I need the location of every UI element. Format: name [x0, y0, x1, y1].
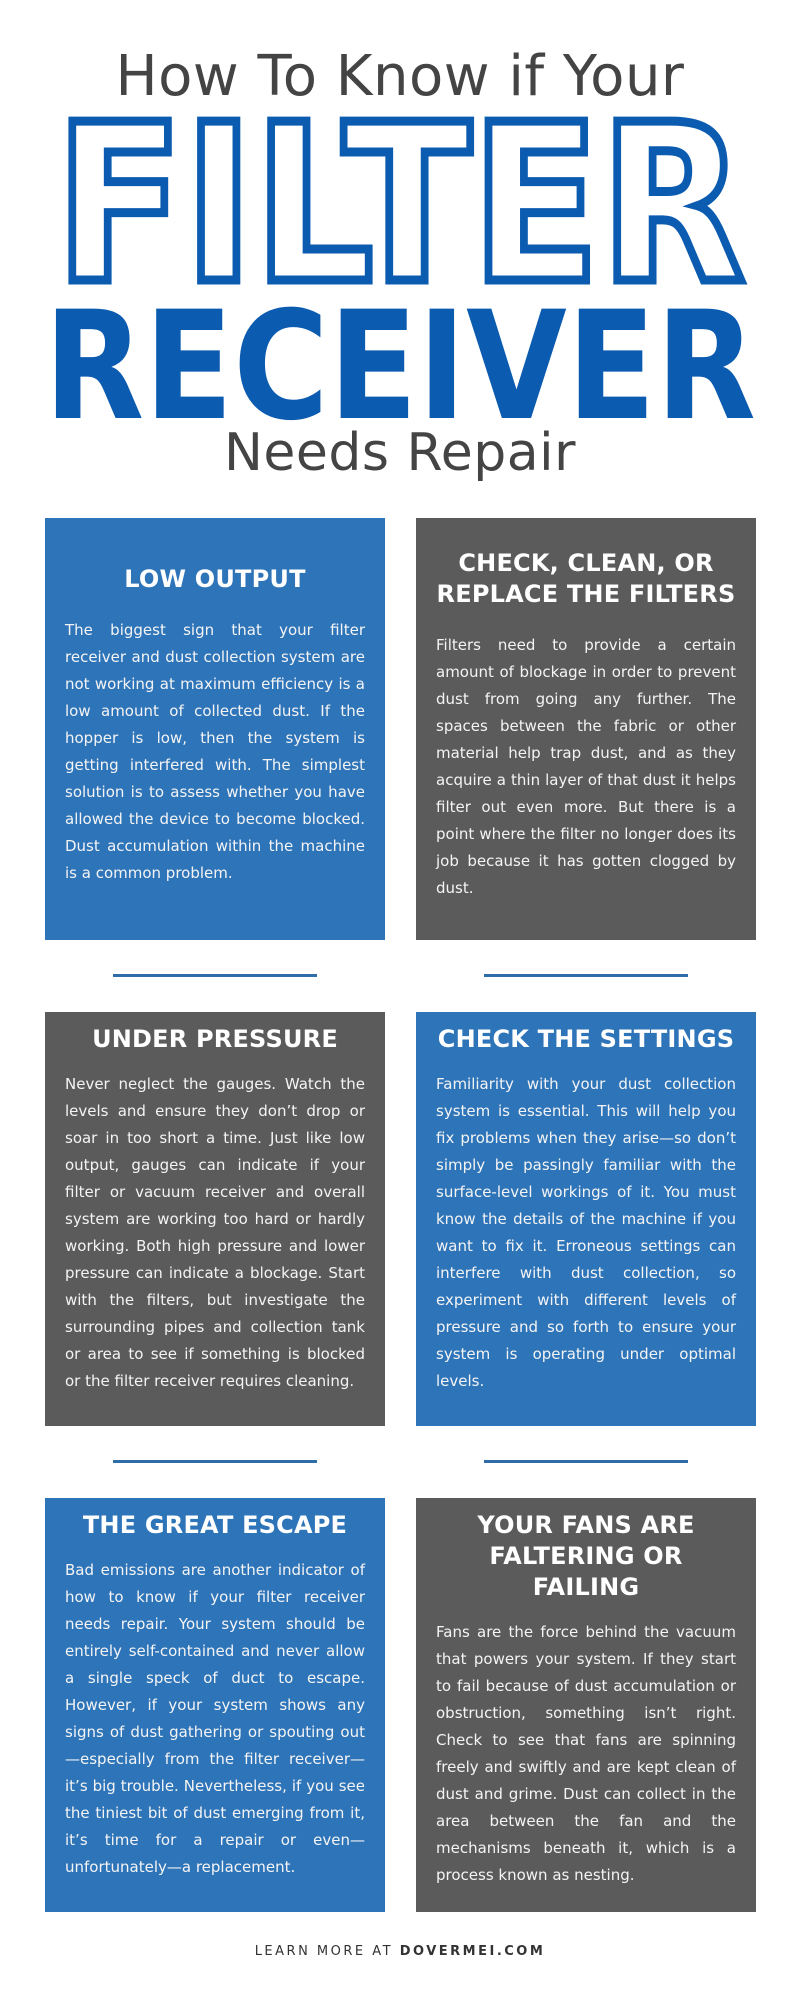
card-title: UNDER PRESSURE	[92, 1025, 338, 1053]
title-line-4: Needs Repair	[224, 423, 576, 483]
divider-right	[484, 974, 688, 977]
card-the-great-escape	[45, 1498, 385, 1912]
card-title: CHECK THE SETTINGS	[437, 1025, 735, 1053]
footer-prefix: LEARN MORE AT	[254, 1944, 400, 1959]
card-title: CHECK, CLEAN, OR REPLACE THE FILTERS	[436, 549, 736, 608]
title-receiver-text: RECEIVER	[44, 290, 756, 430]
card-body: Fans are the force behind the vacuum that powers your system. If they start to fail because of dust accumulation or obstruction, something isn’t right. Check to see that fans are spinning freely and swiftly and are kept clean of dust and grime. Dust can collect in the area between the fan and the mechanisms beneath it, which is a process known as nesting.	[436, 1623, 736, 1884]
card-fans-faltering	[416, 1498, 756, 1912]
card-check-clean-replace	[416, 518, 756, 940]
card-body: Filters need to provide a certain amount of blockage in order to prevent dust from going any further. The spaces between the fabric or other material help trap dust, and as they acquire a thin layer of that dust it helps filter out even more. But there is a point where the filter no longer does its job because it has gotten clogged by dust.	[436, 636, 736, 897]
infographic-header	[0, 0, 800, 500]
card-check-the-settings	[416, 1012, 756, 1426]
card-body: The biggest sign that your filter receiver and dust collection system are not working at maximum efficiency is a low amount of collected dust. If the hopper is low, then the system is getting interfered with. The simplest solution is to assess whether you have allowed the device to become blocked. Dust accumulation within the machine is a common problem.	[65, 621, 365, 882]
title-receiver	[40, 290, 760, 430]
card-title: LOW OUTPUT	[124, 565, 306, 593]
card-body: Never neglect the gauges. Watch the levels and ensure they don’t drop or soar in too short a time. Just like low output, gauges can indicate if your filter or vacuum receiver and overall system are working too hard or hardly working. Both high pressure and lower pressure can indicate a blockage. Start with the filters, but investigate the surrounding pipes and collection tank or area to see if something is blocked or the filter receiver requires cleaning.	[65, 1075, 365, 1390]
footer-link[interactable]	[0, 1944, 800, 1959]
card-title: THE GREAT ESCAPE	[82, 1511, 348, 1539]
card-under-pressure	[45, 1012, 385, 1426]
divider-left	[113, 974, 317, 977]
card-low-output	[45, 518, 385, 940]
footer-site[interactable]: DOVERMEI.COM	[399, 1944, 546, 1959]
card-title: YOUR FANS ARE FALTERING OR FAILING	[477, 1511, 695, 1601]
divider-left	[113, 1460, 317, 1463]
card-body: Bad emissions are another indicator of how to know if your filter receiver needs repair. Your system should be entirely self-contained and never allow a single speck of duct to escape. However, if your system shows any signs of dust gathering or spouting out—especially from the filter receiver—it’s big trouble. Nevertheless, if you see the tiniest bit of dust emerging from it, it’s time for a repair or even—unfortunately—a replacement.	[65, 1561, 365, 1876]
title-line-1: How To Know if Your	[115, 44, 685, 109]
divider-right	[484, 1460, 688, 1463]
title-filter-text: FILTER	[55, 110, 745, 300]
title-filter-outline	[50, 110, 750, 300]
card-body: Familiarity with your dust collection system is essential. This will help you fix problems when they arise—so don’t simply be passingly familiar with the surface-level workings of it. You must know the details of the machine if you want to fix it. Erroneous settings can interfere with dust collection, so experiment with different levels of pressure and so forth to ensure your system is operating under optimal levels.	[436, 1075, 736, 1390]
